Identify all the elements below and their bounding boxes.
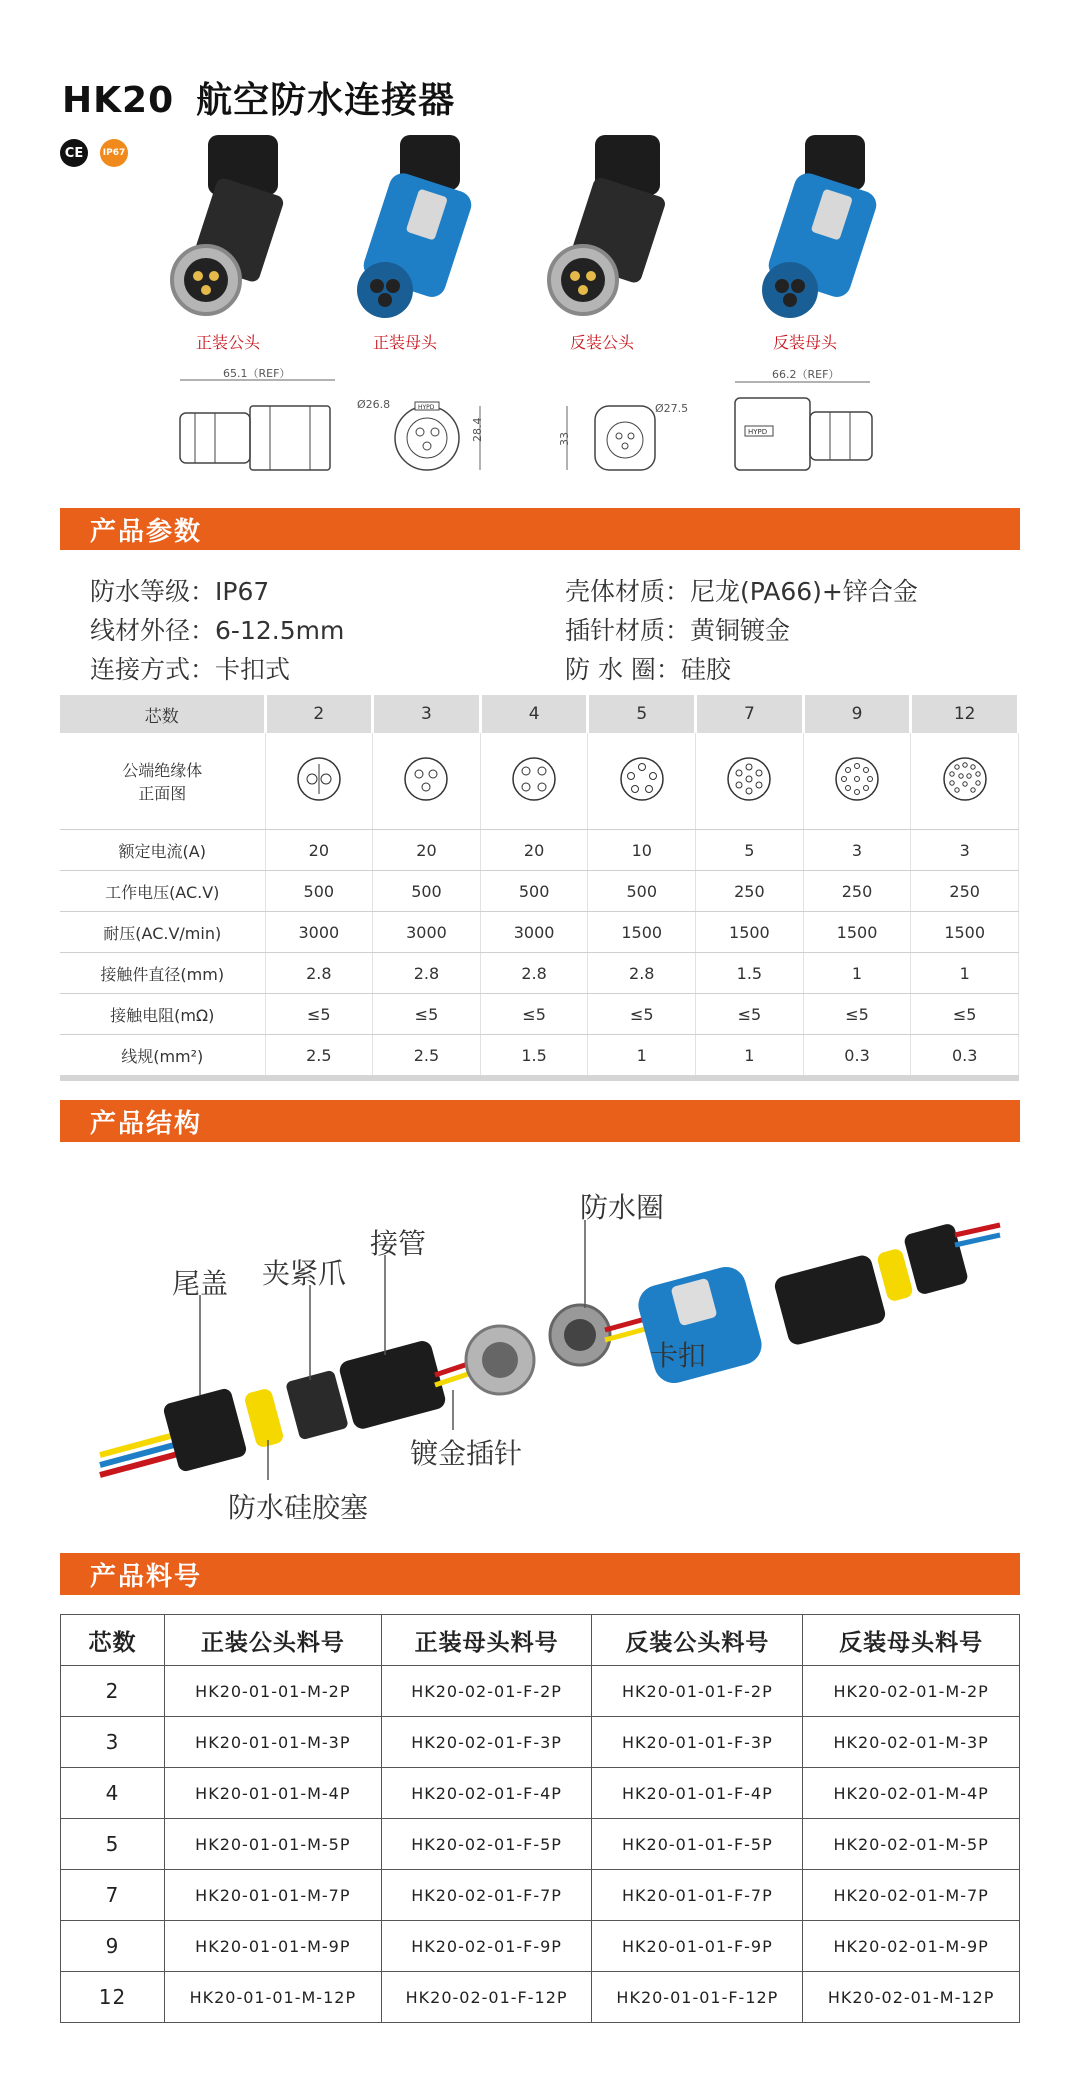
label-gold-pins: 镀金插针 — [410, 1437, 523, 1470]
table-row: 4 HK20-01-01-M-4P HK20-02-01-F-4P HK20-01-01-F-4P HK20-02-01-M-4P — [61, 1768, 1020, 1819]
pin-layout-4-icon — [511, 756, 557, 802]
product-label: 正装母头 — [372, 333, 437, 352]
table-row: 2 HK20-01-01-M-2P HK20-02-01-F-2P HK20-01-01-F-2P HK20-02-01-M-2P — [61, 1666, 1020, 1717]
exploded-structure-diagram — [60, 1190, 1020, 1530]
param-waterproof: 防水等级：IP67 — [90, 577, 270, 606]
core-count: 12 — [911, 695, 1019, 733]
label-tube: 接管 — [370, 1227, 427, 1260]
spec-row-contact-resistance: 接触电阻(mΩ) ≤5 ≤5 ≤5 ≤5 ≤5 ≤5 ≤5 — [60, 994, 1019, 1035]
dimension-length-2: 66.2（REF） — [772, 368, 840, 381]
param-connection: 连接方式：卡扣式 — [90, 655, 291, 684]
product-title: 航空防水连接器 — [196, 80, 456, 121]
parts-header-row: 芯数 正装公头料号 正装母头料号 反装公头料号 反装母头料号 — [61, 1615, 1020, 1666]
section-header-structure: 产品结构 — [60, 1100, 1020, 1142]
table-row: 9 HK20-01-01-M-9P HK20-02-01-F-9P HK20-01-01-F-9P HK20-02-01-M-9P — [61, 1921, 1020, 1972]
core-count: 4 — [480, 695, 588, 733]
dimension-drawing-side-2 — [730, 368, 880, 480]
female-reverse-connector-image — [750, 130, 880, 330]
pin-layout-7-icon — [726, 756, 772, 802]
dimension-length-1: 65.1（REF） — [223, 368, 291, 380]
part-number-table — [60, 1614, 1020, 2023]
pin-layout-5-icon — [619, 756, 665, 802]
dimension-diameter-2: Ø27.5 — [655, 402, 689, 415]
dimension-drawing-front-2 — [555, 368, 705, 480]
male-straight-connector-image — [168, 130, 298, 330]
param-pin-material: 插针材质：黄铜镀金 — [565, 616, 791, 645]
section-header-part-numbers: 产品料号 — [60, 1553, 1020, 1595]
product-label: 反装母头 — [772, 333, 837, 352]
spec-row-withstand: 耐压(AC.V/min) 3000 3000 3000 1500 1500 1500 1500 — [60, 912, 1019, 953]
ip67-badge-icon: IP67 — [100, 139, 128, 167]
pin-layout-3-icon — [403, 756, 449, 802]
label-silicone-plug: 防水硅胶塞 — [228, 1491, 369, 1524]
spec-row-wire-gauge: 线规(mm²) 2.5 2.5 1.5 1 1 0.3 0.3 — [60, 1035, 1019, 1079]
table-row: 5 HK20-01-01-M-5P HK20-02-01-F-5P HK20-01-01-F-5P HK20-02-01-M-5P — [61, 1819, 1020, 1870]
label-latch: 卡扣 — [650, 1339, 707, 1372]
section-header-params: 产品参数 — [60, 508, 1020, 550]
dimension-drawing-front-1 — [355, 368, 505, 480]
female-straight-connector-image — [345, 130, 475, 330]
table-row: 7 HK20-01-01-M-7P HK20-02-01-F-7P HK20-01-01-F-7P HK20-02-01-M-7P — [61, 1870, 1020, 1921]
core-count: 9 — [803, 695, 911, 733]
dimension-height-2: 33 — [558, 432, 571, 446]
dimension-height-1: 28.4 — [471, 417, 484, 442]
param-cable-diameter: 线材外径：6-12.5mm — [90, 616, 345, 645]
core-count: 7 — [696, 695, 804, 733]
pin-layout-12-icon — [942, 756, 988, 802]
label-seal-ring: 防水圈 — [580, 1191, 665, 1224]
pin-layout-9-icon — [834, 756, 880, 802]
spec-row-contact-diameter: 接触件直径(mm) 2.8 2.8 2.8 2.8 1.5 1 1 — [60, 953, 1019, 994]
face-diagram-row — [60, 733, 1019, 830]
spec-header-row — [60, 695, 1019, 733]
spec-table — [60, 695, 1020, 1081]
spec-header-label: 芯数 — [60, 695, 265, 733]
core-count: 2 — [265, 695, 373, 733]
spec-row-voltage: 工作电压(AC.V) 500 500 500 500 250 250 250 — [60, 871, 1019, 912]
spec-row-current: 额定电流(A) 20 20 20 10 5 3 3 — [60, 830, 1019, 871]
product-label: 反装公头 — [569, 333, 634, 352]
male-reverse-connector-image — [545, 130, 675, 330]
label-clamp: 夹紧爪 — [262, 1257, 347, 1290]
param-seal: 防 水 圈：硅胶 — [565, 655, 731, 684]
dimension-diameter-1: Ø26.8 — [357, 398, 391, 411]
model-name: HK20 — [62, 80, 175, 121]
page-title — [62, 72, 455, 123]
product-label: 正装公头 — [195, 333, 260, 352]
ce-badge-icon: CE — [60, 139, 88, 167]
core-count: 5 — [588, 695, 696, 733]
brand-mark: HYPD — [418, 404, 435, 411]
pin-layout-2-icon — [296, 756, 342, 802]
core-count: 3 — [373, 695, 481, 733]
dimension-drawing-side-1 — [175, 368, 355, 480]
table-row: 3 HK20-01-01-M-3P HK20-02-01-F-3P HK20-01-01-F-3P HK20-02-01-M-3P — [61, 1717, 1020, 1768]
table-row: 12 HK20-01-01-M-12P HK20-02-01-F-12P HK20-01-01-F-12P HK20-02-01-M-12P — [61, 1972, 1020, 2023]
label-tail-cap: 尾盖 — [172, 1267, 229, 1300]
brand-mark: HYPD — [748, 428, 768, 436]
face-diagram-label: 公端绝缘体 正面图 — [60, 733, 265, 830]
param-shell-material: 壳体材质：尼龙(PA66)+锌合金 — [565, 577, 918, 606]
